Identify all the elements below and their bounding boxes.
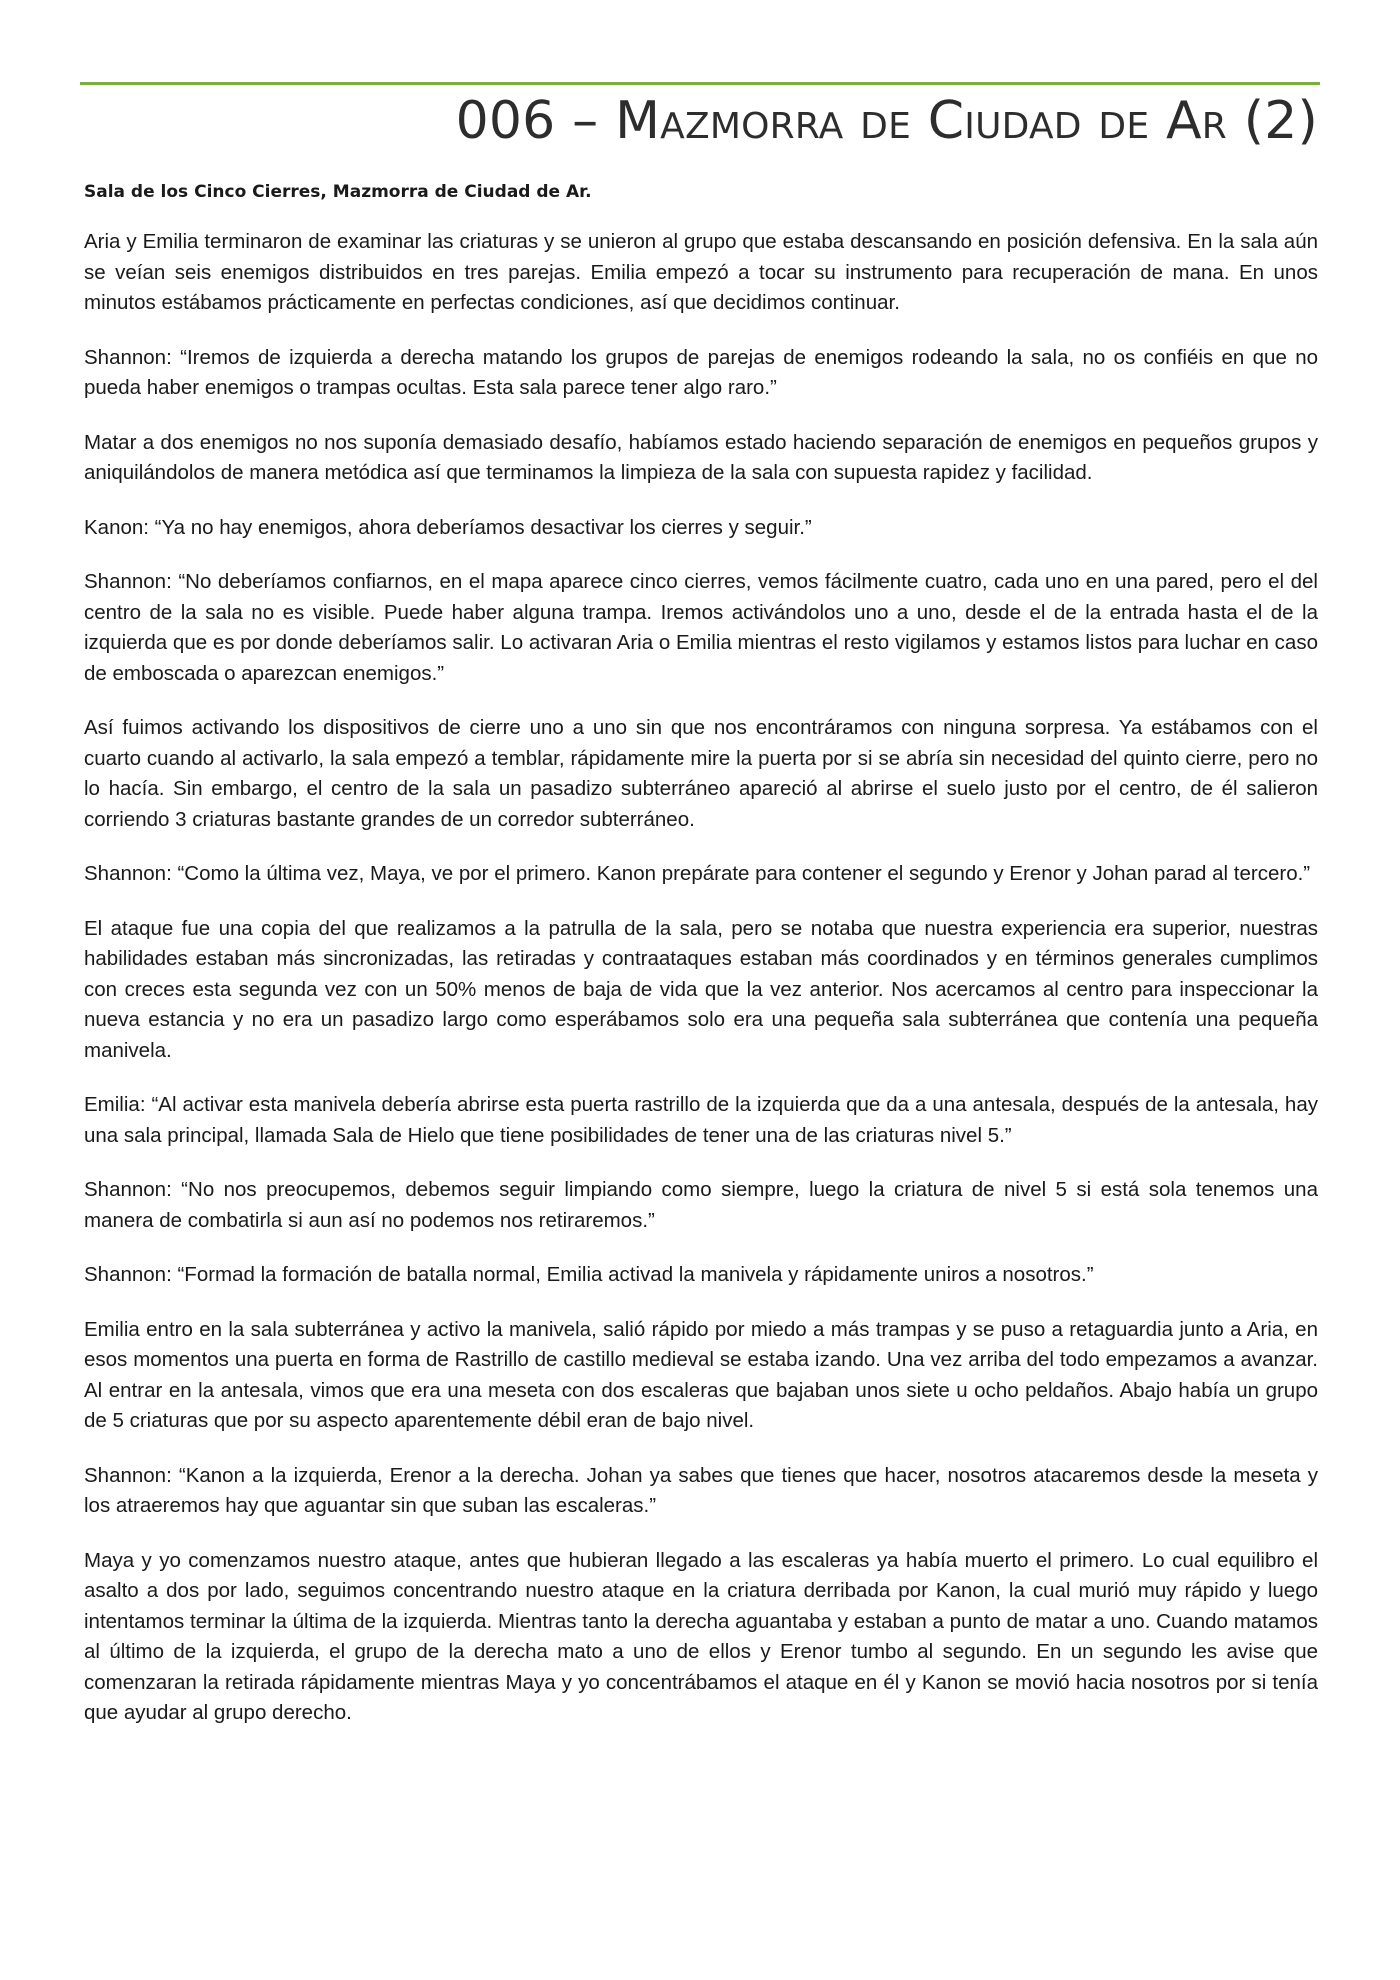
paragraph: Shannon: “No deberíamos confiarnos, en el mapa aparece cinco cierres, vemos fácilmente cuatro, cada uno en una pared, pero el del centro de la sala no es visible. Puede haber alguna trampa. Iremos activándolos uno a uno, desde el de la entrada hasta el de la izquierda que es por donde deberíamos salir. Lo activaran Aria o Emilia mientras el resto vigilamos y estamos listos para luchar en caso de emboscada o aparezcan enemigos.” [84,570,1318,685]
paragraph: Shannon: “No nos preocupemos, debemos seguir limpiando como siempre, luego la criatura de nivel 5 si está sola tenemos una manera de combatirla si aun así no podemos nos retiraremos.” [84,1178,1318,1232]
paragraph: Maya y yo comenzamos nuestro ataque, antes que hubieran llegado a las escaleras ya había muerto el primero. Lo cual equilibro el asalto a dos por lado, seguimos concentrando nuestro ataque en la criatura derribada por Kanon, la cual murió muy rápido y luego intentamos terminar la última de la izquierda. Mientras tanto la derecha aguantaba y estaban a punto de matar a uno. Cuando matamos al último de la izquierda, el grupo de la derecha mato a uno de ellos y Erenor tumbo al segundo. En un segundo les avise que comenzaran la retirada rápidamente mientras Maya y yo concentrábamos el ataque en él y Kanon se movió hacia nosotros por si tenía que ayudar al grupo derecho. [84,1548,1318,1724]
location-heading: Sala de los Cinco Cierres, Mazmorra de Ciudad de Ar. [84,182,592,202]
paragraph: Así fuimos activando los dispositivos de cierre uno a uno sin que nos encontráramos con ninguna sorpresa. Ya estábamos con el cuarto cuando al activarlo, la sala empezó a temblar, rápidamente mire la puerta por si se abría sin necesidad del quinto cierre, pero no lo hacía. Sin embargo, el centro de la sala un pasadizo subterráneo apareció al abrirse el suelo justo por el centro, de él salieron corriendo 3 criaturas bastante grandes de un corredor subterráneo. [84,716,1318,831]
paragraph: Shannon: “Como la última vez, Maya, ve por el primero. Kanon prepárate para contener el segundo y Erenor y Johan parad al tercero.” [84,862,1311,885]
paragraph: Matar a dos enemigos no nos suponía demasiado desafío, habíamos estado haciendo separación de enemigos en pequeños grupos y aniquilándolos de manera metódica así que terminamos la limpieza de la sala con supuesta rapidez y facilidad. [84,430,1318,484]
header-rule [80,82,1320,85]
paragraph: Emilia: “Al activar esta manivela debería abrirse esta puerta rastrillo de la izquierda que da a una antesala, después de la antesala, hay una sala principal, llamada Sala de Hielo que tiene posibilidades de tener una de las criaturas nivel 5.” [84,1093,1318,1147]
paragraph: Shannon: “Kanon a la izquierda, Erenor a la derecha. Johan ya sabes que tienes que hacer, nosotros atacaremos desde la meseta y los atraeremos hay que aguantar sin que suban las escaleras.” [84,1463,1318,1517]
chapter-title: 006 – Mazmorra de Ciudad de Ar (2) [455,91,1318,151]
body-text [84,227,1318,1753]
paragraph: El ataque fue una copia del que realizamos a la patrulla de la sala, pero se notaba que nuestra experiencia era superior, nuestras habilidades estaban más sincronizadas, las retiradas y contraataques estaban más coordinados y en términos generales cumplimos con creces esta segunda vez con un 50% menos de baja de vida que la vez anterior. Nos acercamos al centro para inspeccionar la nueva estancia y no era un pasadizo largo como esperábamos solo era una pequeña sala subterránea que contenía una pequeña manivela. [84,916,1318,1062]
paragraph: Shannon: “Formad la formación de batalla normal, Emilia activad la manivela y rápidamente uniros a nosotros.” [84,1263,1094,1286]
paragraph: Emilia entro en la sala subterránea y activo la manivela, salió rápido por miedo a más trampas y se puso a retaguardia junto a Aria, en esos momentos una puerta en forma de Rastrillo de castillo medieval se estaba izando. Una vez arriba del todo empezamos a avanzar. Al entrar en la antesala, vimos que era una meseta con dos escaleras que bajaban unos siete u ocho peldaños. Abajo había un grupo de 5 criaturas que por su aspecto aparentemente débil eran de bajo nivel. [84,1317,1318,1432]
paragraph: Aria y Emilia terminaron de examinar las criaturas y se unieron al grupo que estaba descansando en posición defensiva. En la sala aún se veían seis enemigos distribuidos en tres parejas. Emilia empezó a tocar su instrumento para recuperación de mana. En unos minutos estábamos prácticamente en perfectas condiciones, así que decidimos continuar. [84,230,1318,314]
paragraph: Kanon: “Ya no hay enemigos, ahora deberíamos desactivar los cierres y seguir.” [84,515,812,539]
paragraph: Shannon: “Iremos de izquierda a derecha matando los grupos de parejas de enemigos rodeando la sala, no os confiéis en que no pueda haber enemigos o trampas ocultas. Esta sala parece tener algo raro.” [84,345,1318,399]
